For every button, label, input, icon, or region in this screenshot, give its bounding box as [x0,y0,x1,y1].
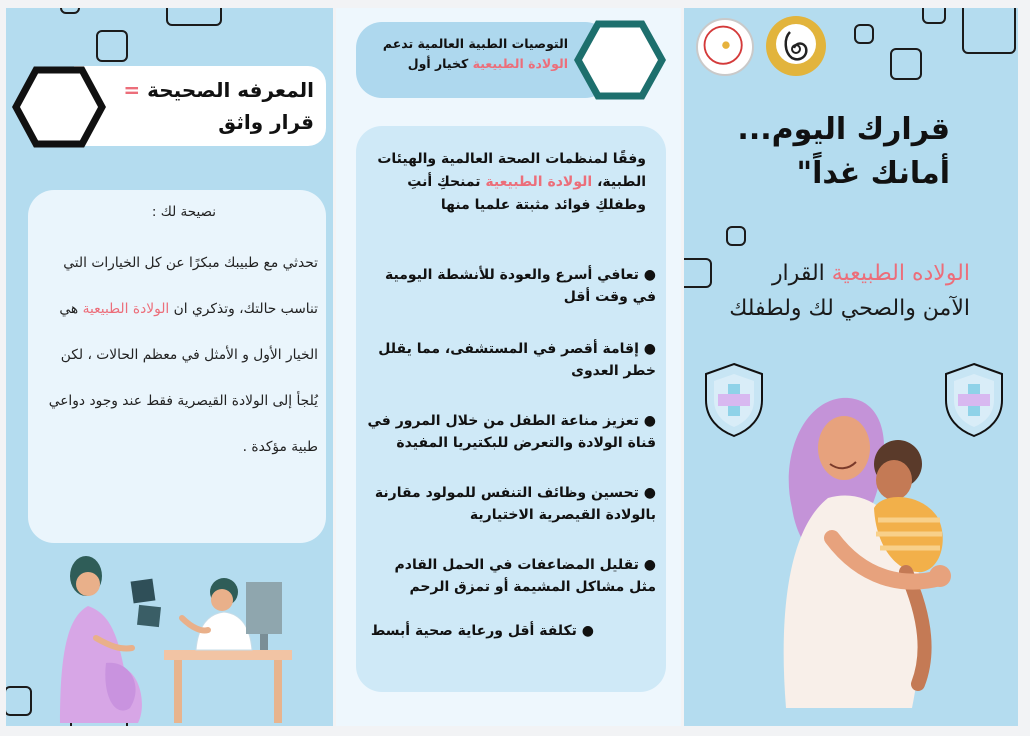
banner-line1: التوصيات الطبية العالمية تدعم [382,36,568,51]
tagline [724,256,970,326]
list-item: ● إقامة أقصر في المستشفى، مما يقلل خطر العدوى [378,341,656,379]
title-equals: = [123,78,141,102]
mother-and-child-illustration [772,388,982,708]
headline-line1: قرارك اليوم... [737,112,950,147]
list-item: ● تقليل المضاعفات في الحمل القادم مثل مشاكل المشيمة أو تمزق الرحم [394,557,656,595]
list-item: ● تحسين وظائف التنفس للمولود مقارنة بالولادة القيصرية الاختيارية [374,485,656,523]
deco-square [166,8,222,26]
right-panel [684,8,1018,726]
headline-line2: أمانك غداً" [796,156,950,191]
list-item: ● تكلفة أقل ورعاية صحية أبسط [370,623,594,639]
tagline-highlight: الولاده الطبيعية [831,261,970,286]
advice-highlight: الولادة الطبيعية [82,301,170,317]
hospital-logo [696,18,754,76]
left-panel [6,8,333,726]
deco-square [854,24,874,44]
middle-panel [336,8,681,726]
doctor-consultation-illustration [46,548,296,723]
headline [704,108,950,196]
list-item: ● تعافي أسرع والعودة للأنشطة اليومية في وقت أقل [384,267,656,305]
tagline-rest: القرار الآمن والصحي لك ولطفلك [729,261,970,321]
medical-shield-icon [700,360,768,440]
advice-heading: نصيحة لك : [151,204,216,220]
intro-part2: تمنحكِ أنتِ وطفلكِ فوائد مثبتة علميا منها [407,174,646,213]
mother-baby-logo-icon [766,16,826,76]
banner-line2-tail: كخيار أول [407,56,469,71]
advice-part2: هي الخيار الأول و الأمثل في معظم الحالات ، لكن يُلجأ إلى الولادة القيصرية فقط عند وجود دواعي طبية مؤكدة . [48,301,318,455]
page-title [106,74,314,138]
crescent-logo-icon [698,20,752,74]
deco-square [684,258,712,288]
deco-square [60,8,80,14]
title-line1: المعرفه الصحيحة [147,78,314,102]
deco-square [726,226,746,246]
banner-highlight: الولادة الطبيعية [472,56,568,71]
benefits-intro [366,148,646,217]
deco-square [6,686,32,716]
advice-text [36,240,318,470]
deco-square [890,48,922,80]
list-item: ● تعزيز مناعة الطفل من خلال المرور في قناة الولادة والتعرض للبكتيريا المفيدة [367,413,656,451]
hexagon-icon [12,66,106,148]
deco-square [962,8,1016,54]
deco-square [96,30,128,62]
banner-text [360,34,568,74]
intro-part1: وفقًا لمنظمات الصحة العالمية والهيئات الطبية، [377,151,646,190]
hexagon-icon [574,20,666,100]
title-line2: قرار واثق [218,110,314,134]
advice-part1: تحدثي مع طبيبك مبكرًا عن كل الخيارات التي تناسب حالتك، وتذكري ان [63,255,318,317]
deco-square [922,8,946,24]
intro-highlight: الولادة الطبيعية [485,174,593,190]
mother-baby-logo [766,16,826,76]
